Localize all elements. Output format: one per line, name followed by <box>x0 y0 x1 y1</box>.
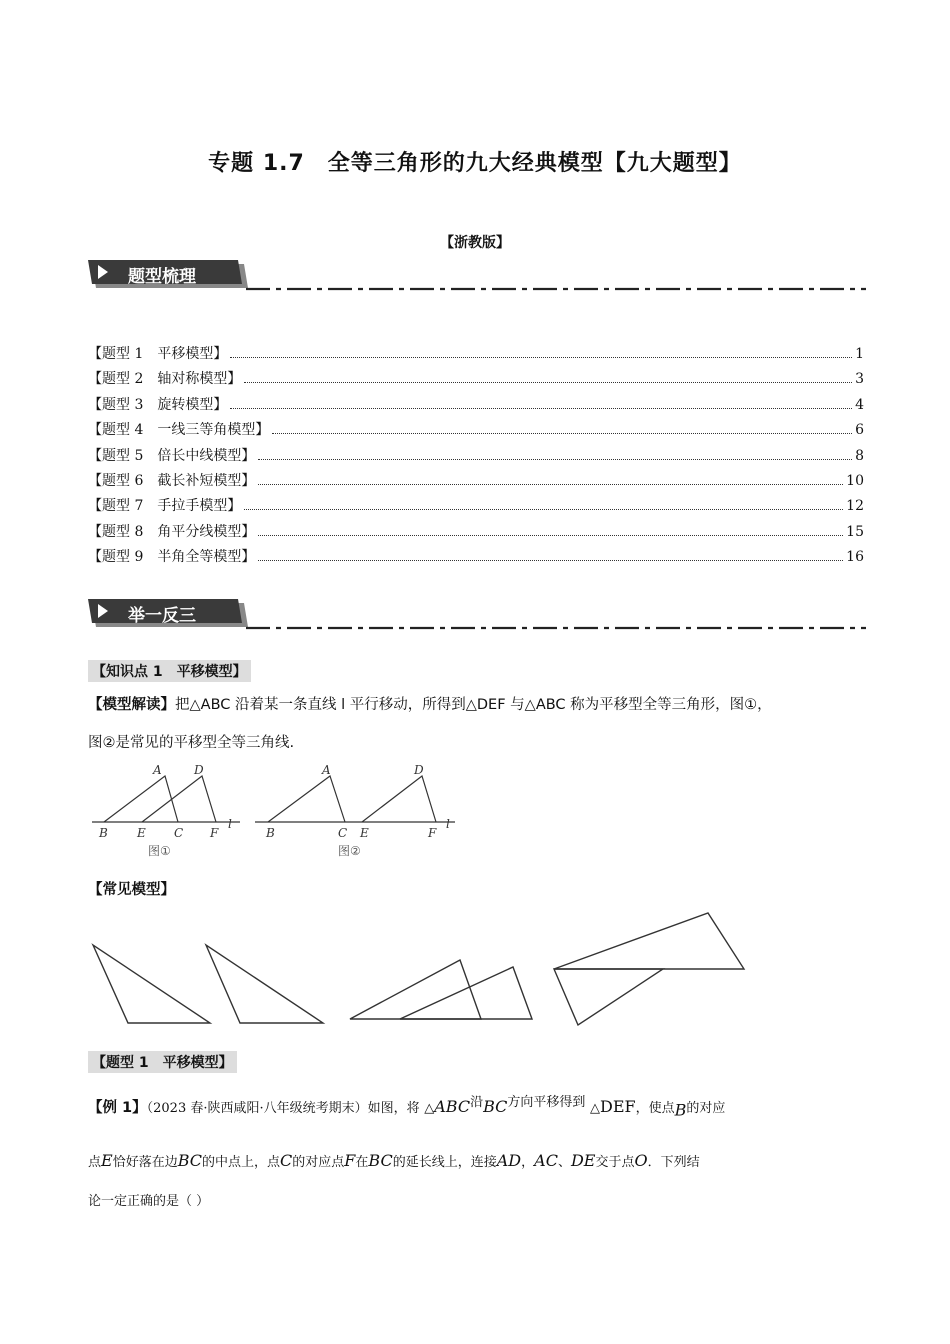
toc-label: 【题型 5 倍长中线模型】 <box>88 447 256 464</box>
page-title: 专题 1.7 全等三角形的九大经典模型【九大题型】 <box>208 151 742 176</box>
type1-heading: 【题型 1 平移模型】 <box>88 1051 237 1073</box>
model-explain-line1: 【模型解读】把△ABC 沿着某一条直线 l 平行移动，所得到△DEF 与△ABC 称为平移型全等三角形，图①， <box>88 697 772 713</box>
toc-page-number: 16 <box>846 549 864 566</box>
translation-figures <box>90 760 470 860</box>
toc-label: 【题型 2 轴对称模型】 <box>88 371 242 388</box>
toc-page-number: 8 <box>855 447 864 464</box>
section-banner-1-label: 题型梳理 <box>128 267 196 287</box>
fig1-label-B: B <box>99 826 108 840</box>
toc-dot-leader <box>272 432 852 434</box>
toc-label: 【题型 7 手拉手模型】 <box>88 498 242 515</box>
fig1-label-l: l <box>228 817 232 831</box>
edition-label: 【浙教版】 <box>440 235 510 251</box>
toc-label: 【题型 3 旋转模型】 <box>88 396 228 413</box>
fig1-label-A: A <box>153 763 162 777</box>
toc-dot-leader <box>244 508 843 510</box>
toc-label: 【题型 6 截长补短模型】 <box>88 472 256 489</box>
fig1-label-C: C <box>174 826 184 840</box>
toc-dot-leader <box>258 559 843 561</box>
common-models-heading: 【常见模型】 <box>88 882 175 898</box>
fig1-label-E: E <box>137 826 146 840</box>
dash-divider-1 <box>246 285 866 293</box>
toc-dot-leader <box>258 458 852 460</box>
toc-row[interactable] <box>88 368 864 393</box>
toc-row[interactable] <box>88 546 864 571</box>
toc-dot-leader <box>230 407 852 409</box>
fig1-caption: 图① <box>148 844 171 858</box>
fig2-caption: 图② <box>338 844 361 858</box>
model-explain-line2: 图②是常见的平移型全等三角线. <box>88 735 295 751</box>
fig1-label-D: D <box>194 763 204 777</box>
common-models-figures <box>88 905 758 1030</box>
section-banner-2-label: 举一反三 <box>128 606 196 626</box>
toc-page-number: 15 <box>846 523 864 540</box>
toc-page-number: 10 <box>846 472 864 489</box>
toc-label: 【题型 1 平移模型】 <box>88 346 228 362</box>
toc-page-number: 6 <box>855 422 864 439</box>
fig1-label-F: F <box>210 826 219 840</box>
knowledge-heading: 【知识点 1 平移模型】 <box>88 660 251 682</box>
toc-label: 【题型 4 一线三等角模型】 <box>88 422 270 439</box>
fig2-label-A: A <box>322 763 331 777</box>
toc-row[interactable] <box>88 495 864 520</box>
toc-page-number: 4 <box>855 396 864 413</box>
fig2-label-E: E <box>360 826 369 840</box>
example-line3: 论一定正确的是（ ） <box>88 1194 210 1209</box>
toc-row[interactable] <box>88 470 864 495</box>
toc-row[interactable] <box>88 419 864 444</box>
toc-row[interactable] <box>88 394 864 419</box>
toc-dot-leader <box>258 534 843 536</box>
toc-row[interactable] <box>88 521 864 546</box>
fig2-label-F: F <box>428 826 437 840</box>
fig2-label-D: D <box>414 763 424 777</box>
fig2-label-B: B <box>266 826 275 840</box>
example-line2: 点E恰好落在边BC的中点上，点C的对应点F在BC的延长线上，连接AD，AC、DE交于点O．下列结 <box>88 1151 700 1170</box>
example-line1: 【例 1】（2023 春·陕西咸阳·八年级统考期末）如图，将 $\triangle ABC^沿BC^{方向平移得到}$ △DEF，使点$_B$的对应 <box>88 1095 726 1120</box>
toc-dot-leader <box>230 356 852 358</box>
toc-dot-leader <box>244 381 852 383</box>
toc-page-number: 3 <box>855 371 864 388</box>
fig2-label-C: C <box>338 826 348 840</box>
dash-divider-2 <box>246 624 866 632</box>
fig2-label-l: l <box>446 817 450 831</box>
toc-label: 【题型 9 半角全等模型】 <box>88 549 256 566</box>
toc-row[interactable] <box>88 445 864 470</box>
toc-dot-leader <box>258 483 843 485</box>
table-of-contents <box>88 343 864 572</box>
toc-label: 【题型 8 角平分线模型】 <box>88 523 256 540</box>
toc-row[interactable] <box>88 343 864 368</box>
toc-page-number: 12 <box>846 498 864 515</box>
toc-page-number: 1 <box>855 346 864 362</box>
